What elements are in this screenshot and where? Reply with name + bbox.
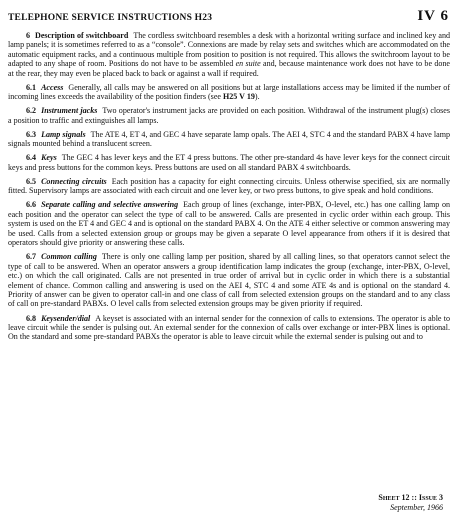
paragraph-6-4 [8, 153, 450, 172]
paragraph-heading: Separate calling and selective answering [41, 200, 179, 210]
paragraph-6-6 [8, 200, 450, 247]
paragraph-number: 6.3 [26, 129, 37, 139]
paragraph-text: Each group of lines (exchange, inter-PBX, O-level, etc.) has one calling lamp on each position and the operator can select the type of call to be answered. Calls are presented in cyclic order within each group. This system is used on the ET 4 and GEC 4 and is optional on the standard PABX 4. On the ATE 4 either selective or common answering may be used. Calls from a selected extension group or groups may be given a separate O level appearance from others if it is desired that operators should give priority or answering these calls. [8, 200, 450, 248]
paragraph-heading: Lamp signals [41, 129, 86, 139]
paragraph-text-after: and, because maintenance work does not have to be done at the rear, they may even be placed back to back or against a wall if required. [8, 59, 450, 78]
sheet-issue: Sheet 12 :: Issue 3 [378, 493, 443, 502]
paragraph-6-3 [8, 130, 450, 149]
paragraph-text: Generally, all calls may be answered on all positions but at large installations access may be limited if the number of incoming lines exceeds the availability of the position finders (see [8, 82, 450, 102]
paragraph-number: 6.1 [26, 82, 37, 92]
document-title: TELEPHONE SERVICE INSTRUCTIONS H23 [8, 13, 213, 23]
paragraph-6-7 [8, 252, 450, 309]
paragraph-number: 6 [26, 31, 31, 40]
cross-reference: H25 V 19 [222, 92, 255, 102]
paragraph-text: Two operator's instrument jacks are provided on each position. Withdrawal of the instrument plug(s) closes a position to traffic and extinguishes all lamps. [8, 106, 450, 125]
paragraph-text: The cordless switchboard resembles a desk with a horizontal writing surface and inclined key and lamp panels; it is sometimes referred to as a “console”. Connexions are made by relay sets and switches which are accommodated on the automatic equipment racks, and a continuous multiple from position to position is not required. This allows the switchroom layout to be adapted to any shape of room. Positions do not have to be assembled [8, 31, 450, 69]
paragraph-heading: Keysender/dial [41, 313, 91, 323]
paragraph-italic: en suite [235, 59, 261, 69]
paragraph-6-2 [8, 106, 450, 125]
paragraph-text: A keyset is associated with an internal sender for the connexion of calls to extensions. The operator is able to leave circuit while the sender is pulsing out. An external sender for the connexion of calls over exchange or inter-PBX lines is optional. On the standard and some pre-standard PABXs the operator is able to leave circuit while the external sender is pulsing out and to [8, 313, 450, 342]
paragraph-number: 6.5 [26, 176, 37, 186]
section-number: IV 6 [417, 8, 449, 24]
paragraph-number: 6.6 [26, 200, 37, 210]
document-body [8, 31, 450, 346]
paragraph-heading: Description of switchboard [35, 31, 129, 40]
paragraph-number: 6.2 [26, 106, 37, 116]
paragraph-heading: Keys [41, 153, 57, 163]
paragraph-number: 6.7 [26, 252, 37, 262]
paragraph-heading: Common calling [41, 252, 97, 262]
paragraph-heading: Access [41, 82, 64, 92]
issue-date: September, 1966 [390, 503, 443, 512]
paragraph-text: Each position has a capacity for eight connecting circuits. Unless otherwise specified, six are normally fitted. Supervisory lamps are associated with each circuit and one lever key, or two press buttons, to give speak and hold conditions. [8, 176, 451, 196]
page-header [8, 8, 449, 25]
paragraph-text: There is only one calling lamp per position, shared by all calling lines, so that operators cannot select the type of call to be answered. When an operator answers a group identification lamp indicates the group (exchange, inter-PBX, O-level, etc.) on which the call originated. Calls are not presented in true order of arrival but in cyclic order in which there is a substantial element of chance. Common calling and answering is used on the AEI 4, STC 4 and some ATE 4s and is optional on the standard 4. Priority of answer can be given to operator call-in and one class of call from selected extension groups on the standard and to any class of call on pre-standard PABXs. O level calls from selected extension groups may be given priority if required. [8, 252, 450, 309]
paragraph-number: 6.8 [26, 313, 37, 323]
paragraph-heading: Connecting circuits [41, 176, 107, 186]
page-footer [378, 493, 443, 513]
paragraph-text: The GEC 4 has lever keys and the ET 4 press buttons. The other pre-standard 4s have lever keys for the connect circuit keys and press buttons for the common keys. Press buttons are used on all standard PABX 4 switchboards. [8, 153, 450, 172]
paragraph-text-after: ). [254, 92, 260, 102]
paragraph-6-1 [8, 83, 450, 102]
paragraph-6-8 [8, 314, 450, 342]
paragraph-text: The ATE 4, ET 4, and GEC 4 have separate lamp opals. The AEI 4, STC 4 and the standard PABX 4 have lamp signals mounted behind a translucent screen. [8, 129, 450, 149]
paragraph-6 [8, 31, 450, 78]
paragraph-number: 6.4 [26, 153, 37, 163]
paragraph-6-5 [8, 177, 450, 196]
paragraph-heading: Instrument jacks [41, 106, 98, 116]
